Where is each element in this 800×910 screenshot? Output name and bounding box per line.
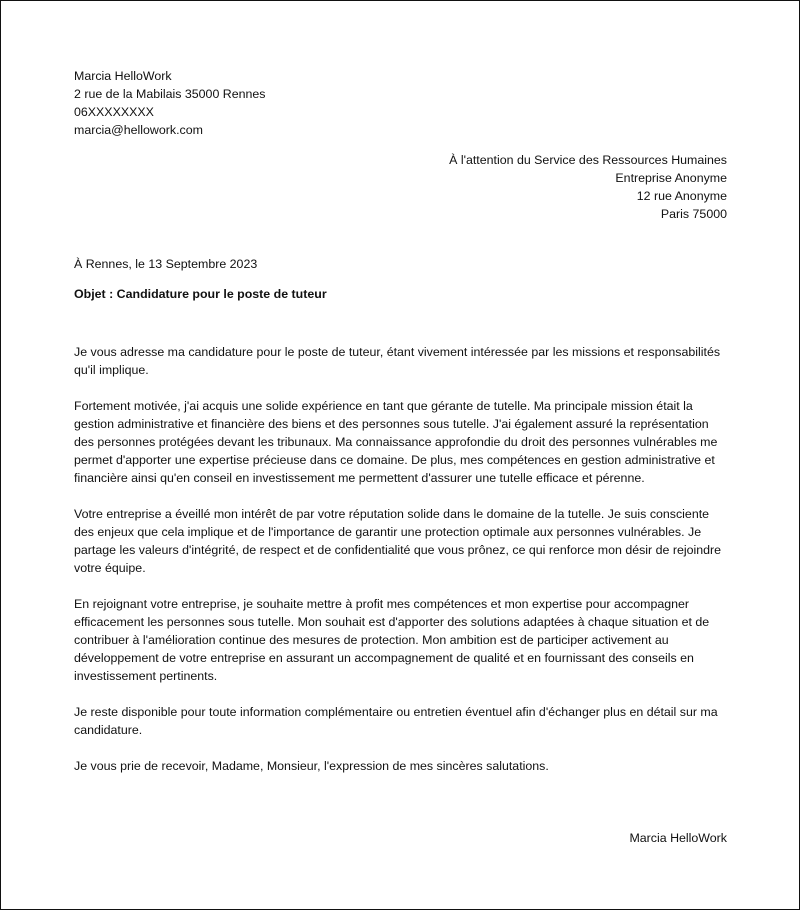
body-paragraph: Fortement motivée, j'ai acquis une solide expérience en tant que gérante de tutelle. Ma principale mission était la gestion administrative et financière des biens et des personnes sous tutelle. J'ai également assuré la représentation des personnes protégées devant les tribunaux. Ma connaissance approfondie du droit des personnes vulnérables me permet d'apporter une expertise précieuse dans ce domaine. De plus, mes compétences en gestion administrative et financière ainsi qu'en conseil en investissement me permettent d'assurer une tutelle efficace et pérenne. bbox=[74, 399, 718, 485]
signature: Marcia HelloWork bbox=[629, 831, 727, 845]
sender-email: marcia@hellowork.com bbox=[74, 123, 203, 137]
body-paragraph: Je vous adresse ma candidature pour le poste de tuteur, étant vivement intéressée par les missions et responsabilités qu'il implique. bbox=[74, 345, 721, 377]
letter-body bbox=[74, 343, 729, 793]
sender-block bbox=[74, 67, 474, 139]
recipient-block bbox=[307, 151, 727, 223]
closing-paragraph: Je vous prie de recevoir, Madame, Monsieur, l'expression de mes sincères salutations. bbox=[74, 759, 549, 773]
body-paragraph: Je reste disponible pour toute information complémentaire ou entretien éventuel afin d'échanger plus en détail sur ma candidature. bbox=[74, 705, 718, 737]
recipient-company: Entreprise Anonyme bbox=[615, 171, 727, 185]
body-paragraph: Votre entreprise a éveillé mon intérêt de par votre réputation solide dans le domaine de la tutelle. Je suis consciente des enjeux que cela implique et de l'importance de garantir une protection optimale aux personnes vulnérables. Je partage les valeurs d'intégrité, de respect et de confidentialité que vous prônez, ce qui renforce mon désir de rejoindre votre équipe. bbox=[74, 507, 722, 575]
recipient-street: 12 rue Anonyme bbox=[636, 189, 727, 203]
sender-name: Marcia HelloWork bbox=[74, 69, 172, 83]
sender-address: 2 rue de la Mabilais 35000 Rennes bbox=[74, 87, 266, 101]
sender-phone: 06XXXXXXXX bbox=[74, 105, 154, 119]
subject-line: Objet : Candidature pour le poste de tuteur bbox=[74, 287, 327, 301]
body-paragraph: En rejoignant votre entreprise, je souhaite mettre à profit mes compétences et mon expertise pour accompagner efficacement les personnes sous tutelle. Mon souhait est d'apporter des solutions adaptées à chaque situation et de contribuer à l'amélioration continue des mesures de protection. Mon ambition est de participer activement au développement de votre entreprise en assurant un accompagnement de qualité et en fournissant des conseils en investissement pertinents. bbox=[74, 597, 710, 683]
recipient-city: Paris 75000 bbox=[660, 207, 727, 221]
recipient-attention: À l'attention du Service des Ressources Humaines bbox=[449, 153, 727, 167]
date-line: À Rennes, le 13 Septembre 2023 bbox=[74, 257, 258, 271]
